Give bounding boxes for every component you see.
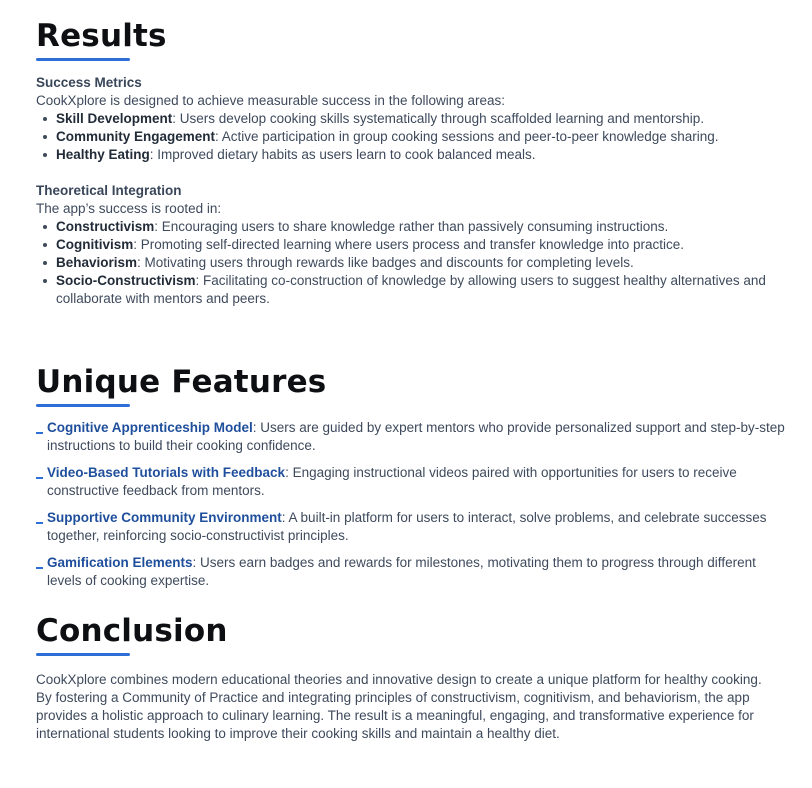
list-item: Behaviorism: Motivating users through rewards like badges and discounts for completing levels. <box>56 254 786 272</box>
feature-item: Video-Based Tutorials with Feedback: Engaging instructional videos paired with opportunities for users to receive constructive feedback from mentors. <box>36 464 786 500</box>
list-item: Healthy Eating: Improved dietary habits as users learn to cook balanced meals. <box>56 146 786 164</box>
theoretical-integration-intro: The app’s success is rooted in: <box>36 201 222 216</box>
unique-features-heading: Unique Features <box>36 364 327 400</box>
list-item: Community Engagement: Active participation in group cooking sessions and peer-to-peer knowledge sharing. <box>56 128 786 146</box>
conclusion-body: CookXplore combines modern educational theories and innovative design to create a unique platform for healthy cooking. By fostering a Community of Practice and integrating principles of constructivism, cognitivism, and behaviorism, the app provides a holistic approach to culinary learning. The result is a meaningful, engaging, and transformative experience for international students looking to improve their cooking skills and maintain a healthy diet. <box>36 672 762 741</box>
dash-bullet-icon <box>36 522 43 524</box>
success-metrics-list <box>36 110 786 164</box>
success-metrics-heading: Success Metrics <box>36 75 142 90</box>
dash-bullet-icon <box>36 567 43 569</box>
dash-bullet-icon <box>36 477 43 479</box>
feature-item: Cognitive Apprenticeship Model: Users are guided by expert mentors who provide personalized support and step-by-step instructions to build their cooking confidence. <box>36 419 786 455</box>
list-item: Socio-Constructivism: Facilitating co-construction of knowledge by allowing users to suggest healthy alternatives and collaborate with mentors and peers. <box>56 272 786 308</box>
conclusion-heading: Conclusion <box>36 613 228 649</box>
theoretical-integration-heading: Theoretical Integration <box>36 183 182 198</box>
list-item: Constructivism: Encouraging users to share knowledge rather than passively consuming instructions. <box>56 218 786 236</box>
feature-item: Gamification Elements: Users earn badges and rewards for milestones, motivating them to progress through different levels of cooking expertise. <box>36 554 786 590</box>
results-section <box>36 18 786 308</box>
list-item: Cognitivism: Promoting self-directed learning where users process and transfer knowledge into practice. <box>56 236 786 254</box>
dash-bullet-icon <box>36 432 43 434</box>
conclusion-section <box>36 613 781 743</box>
success-metrics-intro: CookXplore is designed to achieve measurable success in the following areas: <box>36 93 506 108</box>
list-item: Skill Development: Users develop cooking skills systematically through scaffolded learning and mentorship. <box>56 110 786 128</box>
theoretical-integration-list <box>36 218 786 308</box>
unique-features-section <box>36 364 786 599</box>
results-heading: Results <box>36 18 167 54</box>
feature-item: Supportive Community Environment: A built-in platform for users to interact, solve problems, and celebrate successes together, reinforcing socio-constructivist principles. <box>36 509 786 545</box>
